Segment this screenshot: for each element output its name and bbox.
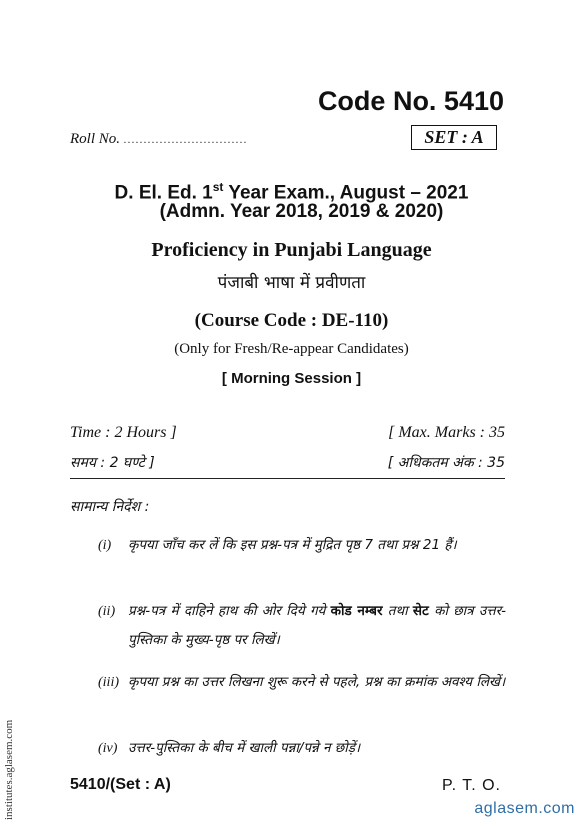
brand-link[interactable]: aglasem.com [474, 800, 575, 817]
instruction-number: (iii) [98, 675, 119, 690]
instruction-number: (i) [98, 538, 112, 553]
session-label: [ Morning Session ] [221, 370, 362, 387]
divider [70, 478, 505, 479]
admission-years: (Admn. Year 2018, 2019 & 2020) [159, 201, 444, 222]
roll-number-field [70, 131, 248, 148]
instruction-code-number: कोड नम्बर [330, 603, 383, 619]
set-badge: SET : A [411, 125, 497, 150]
max-marks-hindi: [ अधिकतम अंक : 35 [387, 455, 505, 471]
time-hindi: समय : 2 घण्टे ] [70, 455, 155, 471]
instruction-text-part: प्रश्न-पत्र में दाहिने हाथ की ओर दिये गये [128, 603, 331, 619]
instruction-set: सेट [412, 603, 429, 619]
exam-title-sup: st [212, 180, 224, 194]
instructions-heading: सामान्य निर्देश : [70, 499, 150, 515]
exam-title-text: D. El. Ed. 1 [114, 182, 213, 204]
instruction-text: कृपया प्रश्न का उत्तर लिखना शुरू करने से पहले, प्रश्न का क्रमांक अवश्य लिखें। [128, 674, 506, 690]
instruction-item [98, 531, 506, 560]
footer-code-set: 5410/(Set : A) [70, 776, 171, 793]
subject-english: Proficiency in Punjabi Language [151, 239, 432, 261]
max-marks-english: [ Max. Marks : 35 [388, 424, 505, 441]
instruction-item [98, 734, 506, 763]
time-english: Time : 2 Hours ] [70, 424, 177, 441]
instruction-number: (iv) [98, 741, 118, 756]
instruction-text [128, 597, 506, 655]
course-code: (Course Code : DE-110) [194, 310, 389, 331]
roll-number-blank: ............................... [123, 132, 248, 146]
instruction-number: (ii) [98, 604, 116, 619]
code-number: Code No. 5410 [317, 86, 504, 116]
instruction-item [98, 597, 506, 655]
instruction-text: कृपया जाँच कर लें कि इस प्रश्न-पत्र में मुद्रित पृष्ठ 7 तथा प्रश्न 21 हैं। [128, 537, 457, 553]
instruction-text-part: को छात्र उत्तर-पुस्तिका के मुख्य-पृष्ठ पर लिखें। [128, 603, 506, 648]
instruction-text-part: तथा [382, 603, 413, 619]
side-watermark: institutes.aglasem.com [3, 719, 15, 820]
instruction-text: उत्तर-पुस्तिका के बीच में खाली पन्ना/पन्ने न छोड़ें। [128, 740, 361, 756]
roll-number-label: Roll No. [70, 131, 121, 147]
candidates-note: (Only for Fresh/Re-appear Candidates) [174, 341, 409, 357]
subject-hindi: पंजाबी भाषा में प्रवीणता [217, 273, 366, 293]
exam-title-rest: Year Exam., August – 2021 [223, 182, 469, 204]
instruction-item [98, 668, 506, 697]
please-turn-over: P. T. O. [442, 777, 501, 794]
